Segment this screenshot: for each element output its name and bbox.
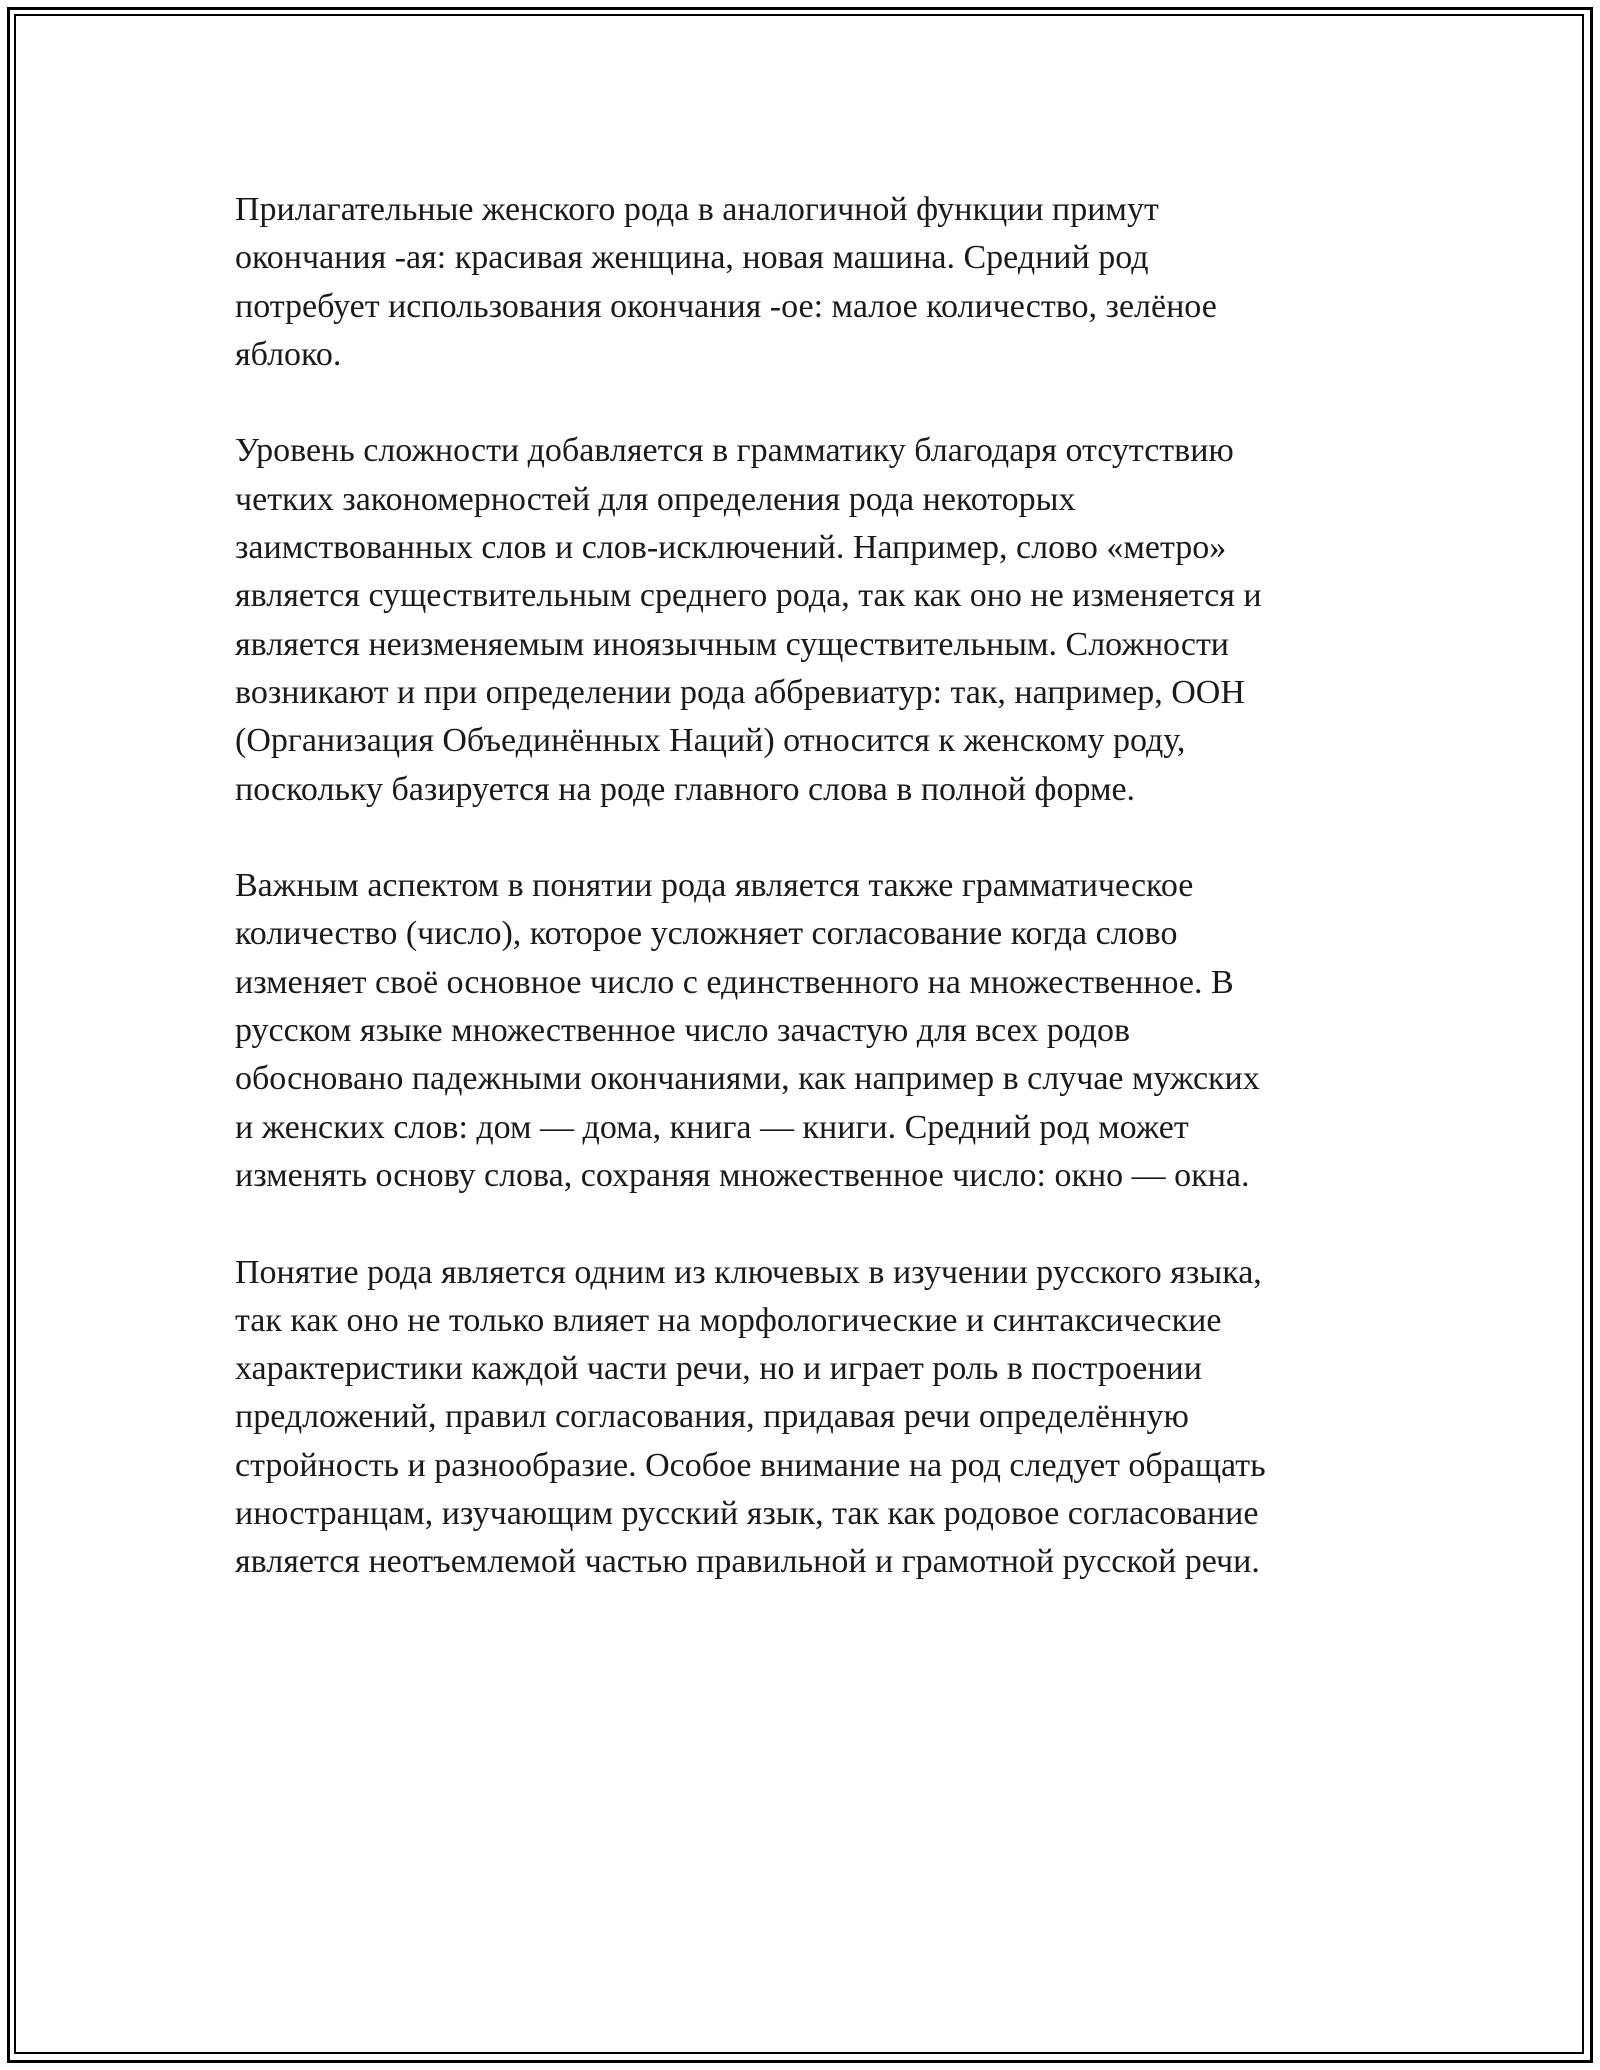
text-line: (Организация Объединённых Наций) относится к женскому роду, [235,722,1186,760]
paragraph-4 [235,1249,1375,1587]
text-line: и женских слов: дом — дома, книга — книги. Средний род может [235,1108,1189,1146]
text-line: изменяет своё основное число с единственного на множественное. В [235,963,1234,1001]
text-line: окончания -ая: красивая женщина, новая машина. Средний род [235,239,1149,277]
text-line: количество (число), которое усложняет согласование когда слово [235,915,1178,953]
text-line: иностранцам, изучающим русский язык, так как родовое согласование [235,1495,1259,1533]
paragraph-3 [235,862,1375,1200]
document-body [235,186,1375,1635]
text-line: поскольку базируется на роде главного слова в полной форме. [235,770,1136,808]
text-line: является существительным среднего рода, так как оно не изменяется и [235,577,1262,615]
paragraph-1 [235,186,1375,379]
text-line: Прилагательные женского рода в аналогичной функции примут [235,191,1159,228]
text-line: яблоко. [235,335,342,373]
text-line: русском языке множественное число зачастую для всех родов [235,1012,1131,1050]
text-line: заимствованных слов и слов-исключений. Например, слово «метро» [235,529,1227,567]
text-line: четких закономерностей для определения рода некоторых [235,480,1076,518]
text-line: предложений, правил согласования, придавая речи определённую [235,1398,1189,1436]
text-line: является неотъемлемой частью правильной и грамотной русской речи. [235,1543,1260,1581]
text-line: является неизменяемым иноязычным существительным. Сложности [235,625,1230,663]
paragraph-2 [235,427,1375,813]
text-line: возникают и при определении рода аббревиатур: так, например, ООН [235,673,1245,711]
text-line: Важным аспектом в понятии рода является также грамматическое [235,867,1194,905]
text-line: так как оно не только влияет на морфологические и синтаксические [235,1301,1222,1339]
text-line: Уровень сложности добавляется в грамматику благодаря отсутствию [235,432,1234,470]
text-line: характеристики каждой части речи, но и играет роль в построении [235,1350,1202,1388]
text-line: потребует использования окончания -ое: малое количество, зелёное [235,287,1217,325]
text-line: обосновано падежными окончаниями, как например в случае мужских [235,1060,1260,1098]
text-line: изменять основу слова, сохраняя множественное число: окно — окна. [235,1156,1250,1194]
text-line: Понятие рода является одним из ключевых в изучении русского языка, [235,1253,1262,1291]
text-line: стройность и разнообразие. Особое внимание на род следует обращать [235,1446,1266,1484]
